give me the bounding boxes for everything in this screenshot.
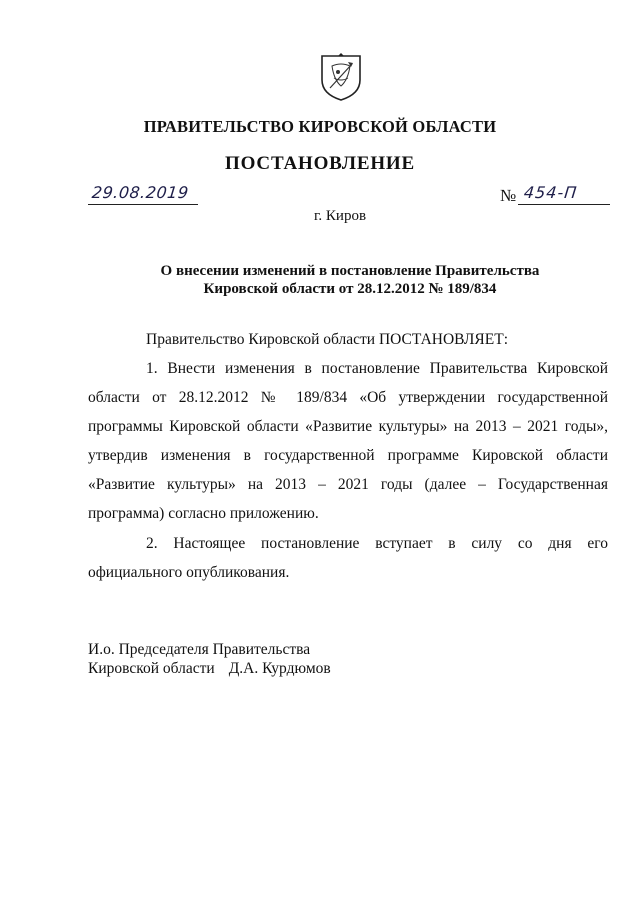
number-sign: № — [500, 186, 517, 205]
signatory-name: Д.А. Курдюмов — [228, 660, 331, 677]
paragraph-item-2: 2. Настоящее постановление вступает в силу со дня его официального опубликования. — [88, 535, 608, 581]
subject-line-2: Кировской области от 28.12.2012 № 189/834 — [203, 281, 497, 297]
handwritten-date: 29.08.2019 — [91, 183, 190, 202]
signature-block — [88, 640, 331, 678]
intro-paragraph: Правительство Кировской области ПОСТАНОВЛЯЕТ: — [146, 331, 509, 348]
signatory-position-line-1: И.о. Председателя Правительства — [88, 641, 311, 658]
coat-of-arms-icon — [318, 50, 364, 102]
date-field — [88, 180, 198, 205]
paragraph-item-1: 1. Внести изменения в постановление Правительства Кировской области от 28.12.2012 № 189/834 «Об утверждении государственной программы Кировской области «Развитие культуры» на 2013 – 2021 годы», утвердив изменения в государственной программе Кировской области «Развитие культуры» на 2013 – 2021 годы (далее – Государственная программа) согласно приложению. — [88, 360, 608, 522]
document-type: ПОСТАНОВЛЕНИЕ — [225, 153, 415, 174]
city: г. Киров — [313, 208, 367, 224]
subject-line-1: О внесении изменений в постановление Правительства — [160, 263, 540, 279]
number-field — [518, 180, 610, 205]
signatory-region: Кировской области — [88, 660, 215, 677]
handwritten-number: 454-П — [523, 183, 579, 202]
signatory-position-line-2 — [88, 659, 331, 678]
document-subject — [100, 262, 600, 298]
organization-title: ПРАВИТЕЛЬСТВО КИРОВСКОЙ ОБЛАСТИ — [143, 117, 497, 136]
